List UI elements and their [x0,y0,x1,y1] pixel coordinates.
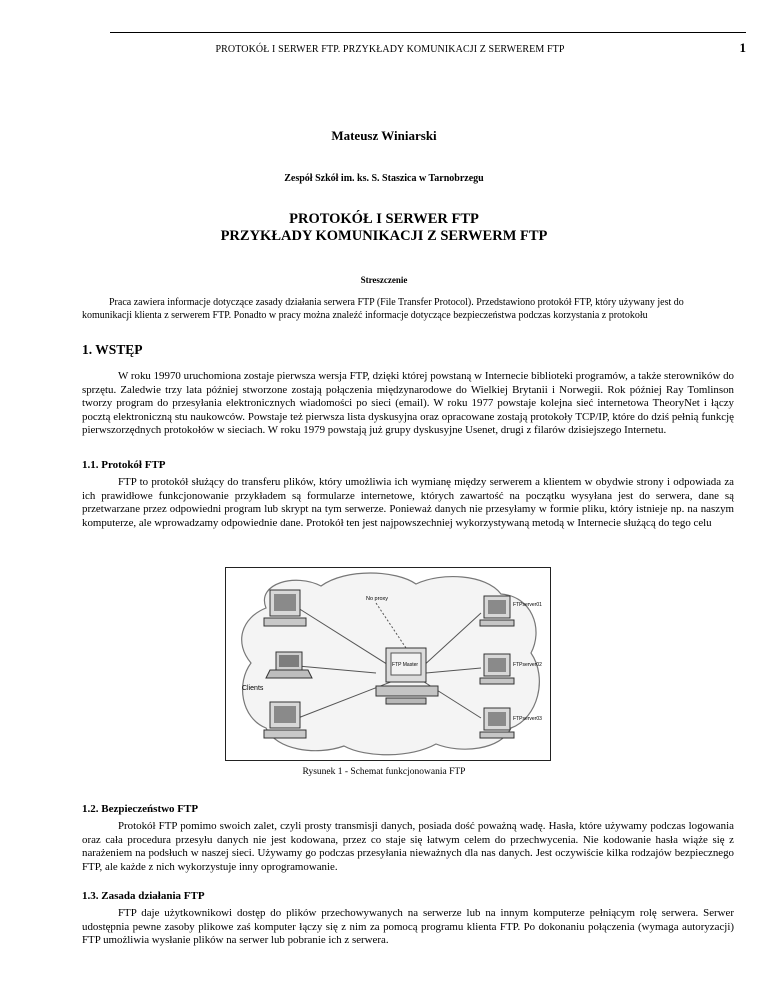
client-computer-3 [264,702,306,738]
ftp-master-label: FTP Master [392,662,419,668]
section-intro-heading: 1. WSTĘP [82,342,143,357]
title-line-2: PRZYKŁADY KOMUNIKACJI Z SERWERM FTP [220,228,548,244]
running-header: PROTOKÓŁ I SERWER FTP. PRZYKŁADY KOMUNIKACJI Z SERWEREM FTP [215,44,565,55]
section-principle-heading: 1.3. Zasada działania FTP [82,890,205,902]
section-security-heading: 1.2. Bezpieczeństwo FTP [82,803,199,815]
ftp-server-3-label: FTPserver03 [513,716,542,722]
clients-label: Clients [242,685,264,692]
ftp-server-2-label: FTPserver02 [513,662,542,668]
section-security-text: Protokół FTP pomimo swoich zalet, czyli prosty transmisji danych, posiada dość poważną wadę. Hasła, które używamy podczas logowania oraz cała procedura przesyłu danych nie jest kodowana, przez co staje się łatwym celem do przechwycenia. Nie kodowanie hasła wiąże się z narażeniem na podsłuch w naszej sieci. Używamy go podczas przesyłania nieważnych dla nas danych. Jest oczywiście kilka rodzajów bezpiecznego FTP, ale każde z nich wykorzystuje inny oprogramowanie. [82,820,734,873]
section-protocol-heading: 1.1. Protokół FTP [82,459,166,471]
paper-title [0,211,768,245]
section-protocol-text: FTP to protokół służący do transferu plików, który umożliwia ich wymianę między serwerem a klientem w obydwie strony i odpowiada za ich prawidłowe funkcjonowanie przykładem są formularze internetowe, których zawartość na początku wysyłana jest do serwera, dane są przetwarzane przez odpowiedni program lub skrypt na tym serwerze. Ponieważ danych nie przesyłamy w formie pliku, który istnieje np. na naszym komputerze, ale wprowadzamy odpowiednie dane. Protokół ten jest najpowszechniej wykorzystywaną metodą w Internecie służącą do tego celu [82,476,734,529]
author-name: Mateusz Winiarski [331,128,437,143]
no-proxy-label: No proxy [366,596,389,602]
title-line-1: PROTOKÓŁ I SERWER FTP [289,211,479,227]
ftp-server-2 [480,654,514,684]
affiliation: Zespół Szkół im. ks. S. Staszica w Tarnobrzegu [284,173,484,184]
ftp-server-3 [480,708,514,738]
abstract-text: Praca zawiera informacje dotyczące zasady działania serwera FTP (File Transfer Protocol). Przedstawiono protokół FTP, który używany jest do komunikacji klienta z serwerem FTP. Ponadto w pracy można znaleźć informacje dotyczące bezpieczeństwa podczas korzystania z protokołu [82,297,684,321]
section-principle-text: FTP daje użytkownikowi dostęp do plików przechowywanych na serwerze lub na innym komputerze pełniącym rolę serwera. Serwer udostępnia pewne zasoby plikowe zaś komputer łączy się z nim za pomocą programu klienta FTP. Po dokonaniu połączenia (wymaga autoryzacji) FTP umożliwia wysłanie plików na serwer lub pobranie ich z serwera. [82,907,734,947]
figure-caption: Rysunek 1 - Schemat funkcjonowania FTP [302,767,466,777]
header-rule [110,32,746,33]
abstract-heading: Streszczenie [360,275,408,285]
client-computer-1 [264,590,306,626]
section-intro-text: W roku 19970 uruchomiona zostaje pierwsza wersja FTP, dzięki której powstaną w Internecie biblioteki programów, a także sterowników do sprzętu. Zaledwie trzy lata później stworzone zostają połączenia międzynarodowe do Wielkiej Brytanii i Norwegii. Rok później Ray Tomlinson tworzy program do przesyłania elektronicznych wiadomości po sieci (email). W roku 1977 powstaje kolejna sieć internetowa TheoryNet i łączy pocztą elektroniczną stu naukowców. Powstaje też pierwsza lista dyskusyjna oraz opracowane zostają protokoły TCP/IP, które do dziś pełnią funkcję pierwszorzędnych protokołów w sieciach. W roku 1979 powstają już grupy dyskusyjne Usenet, drugi z filarów dzisiejszego Internetu. [82,370,734,437]
ftp-diagram [226,568,550,760]
ftp-server-1-label: FTPserver01 [513,602,542,608]
page-number: 1 [739,40,746,55]
ftp-diagram-figure [225,567,551,761]
ftp-server-1 [480,596,514,626]
